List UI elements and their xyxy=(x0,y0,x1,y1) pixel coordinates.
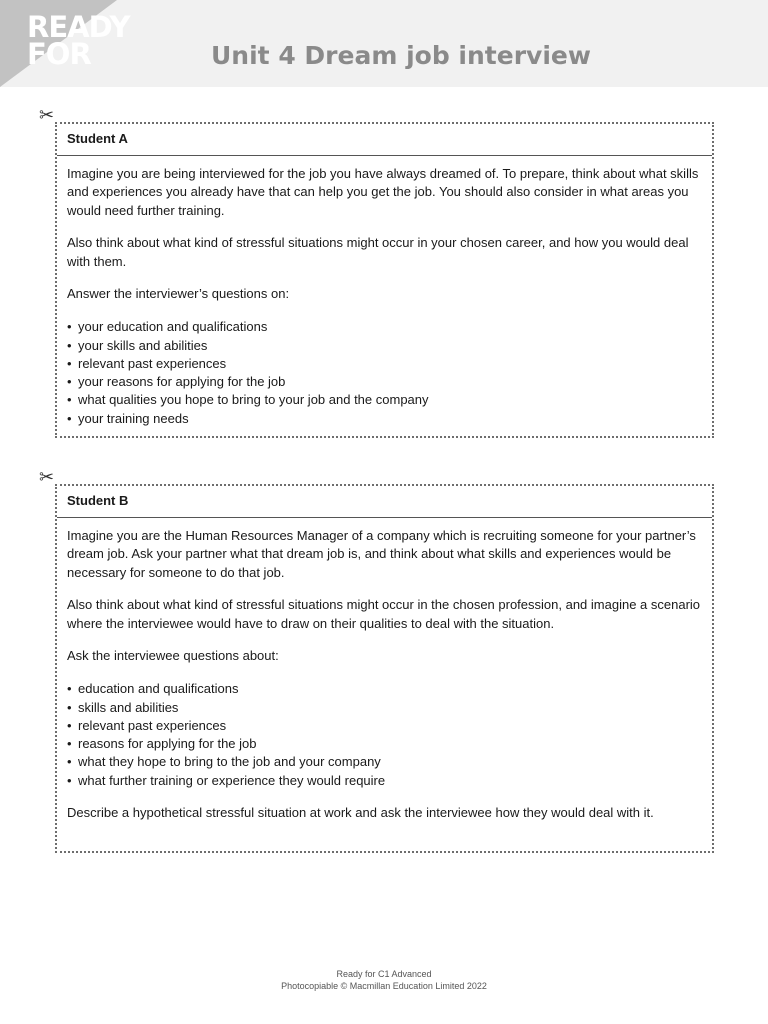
footer-copyright: Photocopiable © Macmillan Education Limited 2022 xyxy=(281,981,487,991)
student-b-body xyxy=(57,518,712,822)
footer-book-title: Ready for C1 Advanced xyxy=(336,969,432,979)
student-b-heading: Student B xyxy=(57,486,712,518)
logo-line-2: FOR xyxy=(27,37,91,71)
scissors-icon: ✂ xyxy=(39,467,55,487)
list-item: • your education and qualifications xyxy=(67,318,702,336)
student-a-list xyxy=(67,318,702,428)
student-a-body xyxy=(57,156,712,428)
list-item: • reasons for applying for the job xyxy=(67,735,702,753)
student-b-paragraph: Describe a hypothetical stressful situation at work and ask the interviewee how they would deal with it. xyxy=(67,805,654,821)
student-b-paragraph: Also think about what kind of stressful situations might occur in the chosen profession, and imagine a scenario where the interviewee would have to draw on their qualities to deal with the situation. xyxy=(67,597,701,631)
list-item: • relevant past experiences xyxy=(67,355,702,373)
page-footer xyxy=(0,968,768,992)
page-title: Unit 4 Dream job interview xyxy=(211,41,591,70)
list-item: • your training needs xyxy=(67,410,702,428)
student-a-paragraph: Imagine you are being interviewed for the job you have always dreamed of. To prepare, think about what skills and experiences you already have that can help you get the job. You should also consider in what areas you would need further training. xyxy=(67,166,699,218)
student-b-paragraph: Imagine you are the Human Resources Manager of a company which is recruiting someone for your partner’s dream job. Ask your partner what that dream job is, and think about what skills and experiences would be necessary for someone to do that job. xyxy=(67,528,696,580)
list-item: • what further training or experience they would require xyxy=(67,772,702,790)
logo xyxy=(27,10,130,71)
list-item: • your skills and abilities xyxy=(67,337,702,355)
student-a-paragraph: Also think about what kind of stressful situations might occur in your chosen career, and how you would deal with them. xyxy=(67,235,689,269)
student-a-paragraph: Answer the interviewer’s questions on: xyxy=(67,286,290,302)
list-item: • your reasons for applying for the job xyxy=(67,373,702,391)
page-header xyxy=(0,0,768,87)
list-item: • skills and abilities xyxy=(67,699,702,717)
list-item: • what they hope to bring to the job and your company xyxy=(67,753,702,771)
list-item: • what qualities you hope to bring to your job and the company xyxy=(67,391,702,409)
logo-line-1: READY xyxy=(27,10,130,44)
student-b-list xyxy=(67,680,702,790)
student-b-card xyxy=(39,467,714,853)
student-b-paragraph: Ask the interviewee questions about: xyxy=(67,648,279,664)
student-a-heading: Student A xyxy=(57,124,712,156)
list-item: • education and qualifications xyxy=(67,680,702,698)
student-a-card xyxy=(39,105,714,438)
list-item: • relevant past experiences xyxy=(67,717,702,735)
scissors-icon: ✂ xyxy=(39,105,55,125)
